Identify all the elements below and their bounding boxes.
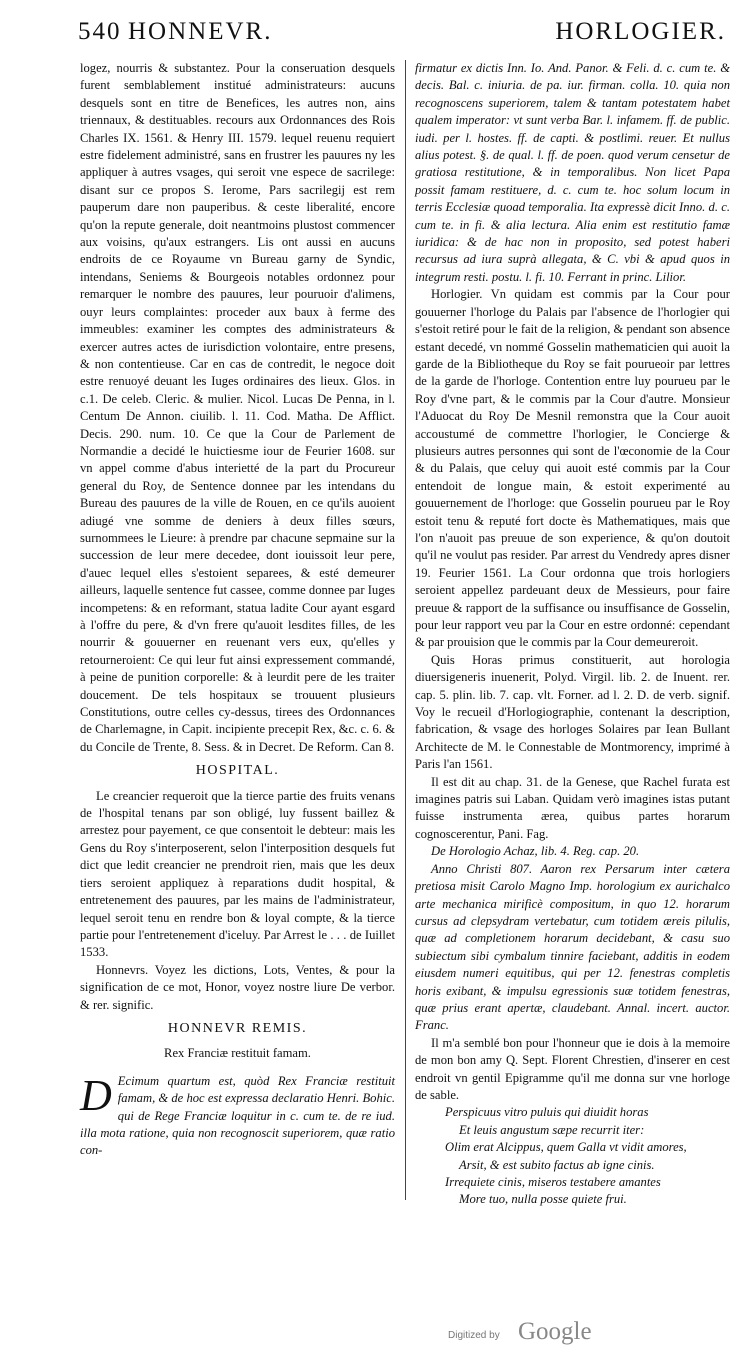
paragraph-quis-horas: Quis Horas primus constituerit, aut horologia diuersigeneris inuenerit, Polyd. Virgil. lib. 2. de Inuent. rer. cap. 5. plin. lib. 7. cap. vlt. Forner. ad l. 2. D. de verb. signif. Voy le recueil d'Horlogiographie, contenant la description, fabrication, & vsage des horloges Solaires par Iean Bullant Architecte de M. le Connestable de Montmorency, imprimé à Paris l'an 1561. (415, 652, 730, 772)
paragraph-firmatur: firmatur ex dictis Inn. Io. And. Panor. & Feli. d. c. cum te. & decis. Bal. c. iniuria. de pa. iur. firman. colla. 10. quia non recognoscens superiorem, talem & tantam potestatem habet qualem imperator: vt sunt verba Bar. l. infamem. ff. de public. iudi. per l. hostes. ff. de capti. & postlimi. reuer. Et nullus alius potest. §. de qual. l. ff. de poen. quod verum censetur de gratiosa restitutione, & in temporalibus. Non licet Papa possit famam restituere, d. c. cum te. hoc solum locum in terris Ecclesiæ quoad temporalia. Ita expressè dicit Inno. d. c. cum te. in fi. & alia lectura. Alia enim est restitutio famæ iuridica: & de hac non in proposito, sed potest haberi recursus ad iura suprà allegata, & C. vbi & apud quos in integrum resti. postu. l. fi. 10. Ferrant in princ. Lilior. (415, 61, 730, 284)
section-title-honneur-remis: HONNEVR REMIS. (167, 1020, 308, 1036)
paragraph-hospital: Le creancier requeroit que la tierce partie des fruits venans de l'hospital tenans par son obligé, luy fussent baillez & arrestez pour payement, ce que consentoit le debteur: mais les Gens du Roy s'interposerent, selon l'interposition desquels fut dict que ledit creancier ne prendroit rien, mais que les deux tiers seroient appliquez à reparations dudit hospital, & entretenement des pauures, par les mains de l'administrateur, lequel seroit tenu en rendre bon & loyal compte, & la tierce partie pour l'entretenement d'iceluy. Par Arrest le . . . de Iuillet 1533. (80, 788, 395, 960)
page-number: 540 (78, 18, 122, 45)
poem-line: Perspicuus vitro puluis qui diuidit horas (445, 1105, 649, 1120)
poem-line: Arsit, & est subito factus ab igne cinis. (459, 1157, 655, 1172)
poem-line: Olim erat Alcippus, quem Galla vt vidit amores, (445, 1140, 687, 1155)
left-running-title: HONNEVR. (128, 18, 273, 45)
column-divider (405, 60, 406, 1200)
paragraph-decimum-text: Ecimum quartum est, quòd Rex Franciæ restituit famam, & de hoc est expressa declaratio Henri. Bohic. qui de Rege Franciæ loquitur in c. cum te. de re iud. illa mota ratione, quia non recognoscit superiorem, quæ ratio con- (80, 1073, 395, 1158)
digitized-watermark (448, 1318, 708, 1348)
digitized-by-label: Digitized by (448, 1330, 500, 1341)
poem-line: Irrequiete cinis, miseros testabere amantes (445, 1175, 661, 1189)
right-column (415, 60, 730, 1209)
left-column (80, 60, 395, 1160)
running-header (78, 18, 728, 58)
right-running-title: HORLOGIER. (555, 18, 726, 45)
poem-line: More tuo, nulla posse quiete frui. (459, 1192, 627, 1207)
paragraph-genese: Il est dit au chap. 31. de la Genese, que Rachel furata est imagines patris sui Laban. Quidam verò imagines istas putant fuisse instrumenta ærea, quibus partes horarum cognoscerentur, Pani. Fag. (415, 774, 730, 841)
paragraph-horlogier: Horlogier. Vn quidam est commis par la Cour pour gouuerner l'horloge du Palais par l'absence de l'horlogier qui s'estoit retiré pour le fait de la religion, & pendant son absence estant decedé, vn nommé Gosselin mathematicien qui auoit la garde de la Bibliotheque du Roy se fait pourueoir par lettres de la garde de l'horloge. Contention entre luy pourueu par le Roy d'vne part, & le commis par la Cour d'autre. Monsieur l'Aduocat du Roy De Mesnil remonstra que la Cour auoit accoustumé de commettre l'horlogier, le Concierge & plusieurs autres personnes qui sont de l'œconomie de la Cour & du Palais, que celuy qui auoit esté commis par la Cour entendoit de longue main, & estoit experimenté au gouuernement de l'horloge: que Gosselin pourueu par le Roy estoit tenu & reputé fort docte ès Mathematiques, mais que l'on n'auoit pas preuue de son experience, & qu'on doutoit qu'il ne voulut pas resider. Par arrest du Vendredy apres disner 19. Feurier 1561. La Cour ordonna que trois horlogiers seroient appellez pardeuant deux de Messieurs, pour faire preuue & rapport de la suffisance ou insuffisance de Gosselin, pour leur rapport veu par la Cour en estre ordonné: cependant & par prouision que le commis par la Cour demeureroit. (415, 287, 730, 650)
paragraph-honneurs: Honnevrs. Voyez les dictions, Lots, Ventes, & pour la signification de ce mot, Honor, voyez nostre liure De verbor. & rer. signific. (80, 962, 395, 1012)
paragraph-epigramme-intro: Il m'a semblé bon pour l'honneur que ie dois à la memoire de mon bon amy Q. Sept. Florent Chrestien, d'inserer en cest endroit vn gentil Epigramme qu'il me donna sur vne horloge de sable. (415, 1035, 730, 1102)
paragraph-achaz: De Horologio Achaz, lib. 4. Reg. cap. 20. (431, 844, 640, 859)
section-subtitle: Rex Franciæ restituit famam. (164, 1046, 311, 1061)
paragraph-decimum (80, 1070, 395, 1160)
section-title-hospital: HOSPITAL. (195, 763, 280, 779)
google-logo: Google (518, 1318, 592, 1345)
drop-cap: D (80, 1070, 112, 1120)
poem-line: Et leuis angustum sæpe recurrit iter: (459, 1122, 645, 1137)
paragraph-honneur-continued: logez, nourris & substantez. Pour la conseruation desquels furent semblablement institué administrateurs: aucuns desquels sont en titre de Benefices, les autres non, ains triennaux, & destituables. recours aux Ordonnances des Rois Charles IX. 1561. & Henry III. 1579. lequel reuenu requiert estre fidelement administré, sans en frustrer les pauures ny les appliquer à autres vsages, qui seroit vne espece de sacrilege: disant sur ce propos S. Ierome, Pars sacrilegij est rem pauperum dare non pauperibus. & ceste liberalité, encore qu'on la repute generale, doit neantmoins plustost commencer aux voisins, qu'aux estrangers. Lis ont aussi en aucuns endroits de ce Royaume vn Bureau garny de Syndic, intendans, Seniems & Bourgeois notables ordonnez pour remarquer le nombre des pauures, leur pouruoir d'alimens, ouyr leurs complaintes: proceder aux baux à ferme des immeubles: examiner les comptes des administrateurs & exercer autres actes de iurisdiction volontaire, entre presens, & non contentieuse. Car en cas de contredit, le negoce doit estre renuoyé deuant les Iuges ordinaires des lieux. Glos. in c.1. De celeb. Cleric. & mulier. Nicol. Lucas De Penna, in l. Centum De Annon. ciuilib. l. 11. Cod. Matha. De Afflict. Decis. 290. num. 10. Ce que la Cour de Parlement de Normandie a decidé le huictiesme iour de Feurier 1608. sur vn appel comme d'abus interietté de la part du Procureur general du Roy, de Sentence donnee par les intendans du Bureau des pauures de la ville de Rouen, en ce qu'ils auoient adiugé vne somme de deniers à deux filles sœurs, surnommees le Lieure: à prendre par chacune sepmaine sur la succession de leur mere decedee, dont iouissoit leur pere, d'auec lequel elles s'estoient separees, & esté demeurer ailleurs, laquelle sentence fut cassee, comme donnee par Iuges incompetens: & en reformant, statua ladite Cour ayant esgard à l'offre du pere, & d'vn frere qu'auoit lesdites filles, de les nourrir & gouuerner en reuenant vers eux, qu'elles y retourneroient: Ce qui leur fut ainsi expressement commandé, à peine de punition corporelle: & à leurdit pere de les traiter doucement. De tels hospitaux se trouuent plusieurs Constitutions, outre celles cy-dessus, tirees des Ordonnances de Charlemagne, in Capit. incipiente precepit Rex, &c. c. 6. & du Concile de Trente, 8. Sess. & in Decret. De Reform. Can 8. (80, 61, 395, 754)
paragraph-anno-christi: Anno Christi 807. Aaron rex Persarum inter cætera pretiosa misit Carolo Magno Imp. horologium ex aurichalco arte mechanica mirificè compositum, in quo 12. horarum cursus ad clepsydram vertebatur, cum totidem æreis pilulis, quæ ad completionem horarum decidebant, & casu suo subiectum sibi cymbalum tinnire faciebant, additis in eodem eiusdem numeri equitibus, qui per 12. fenestras completis horis exibant, & impulsu egressionis suæ totidem fenestras, quæ prius erant apertæ, claudebant. Annal. incert. auctor. Franc. (415, 861, 730, 1033)
epigram-poem (415, 1104, 730, 1208)
